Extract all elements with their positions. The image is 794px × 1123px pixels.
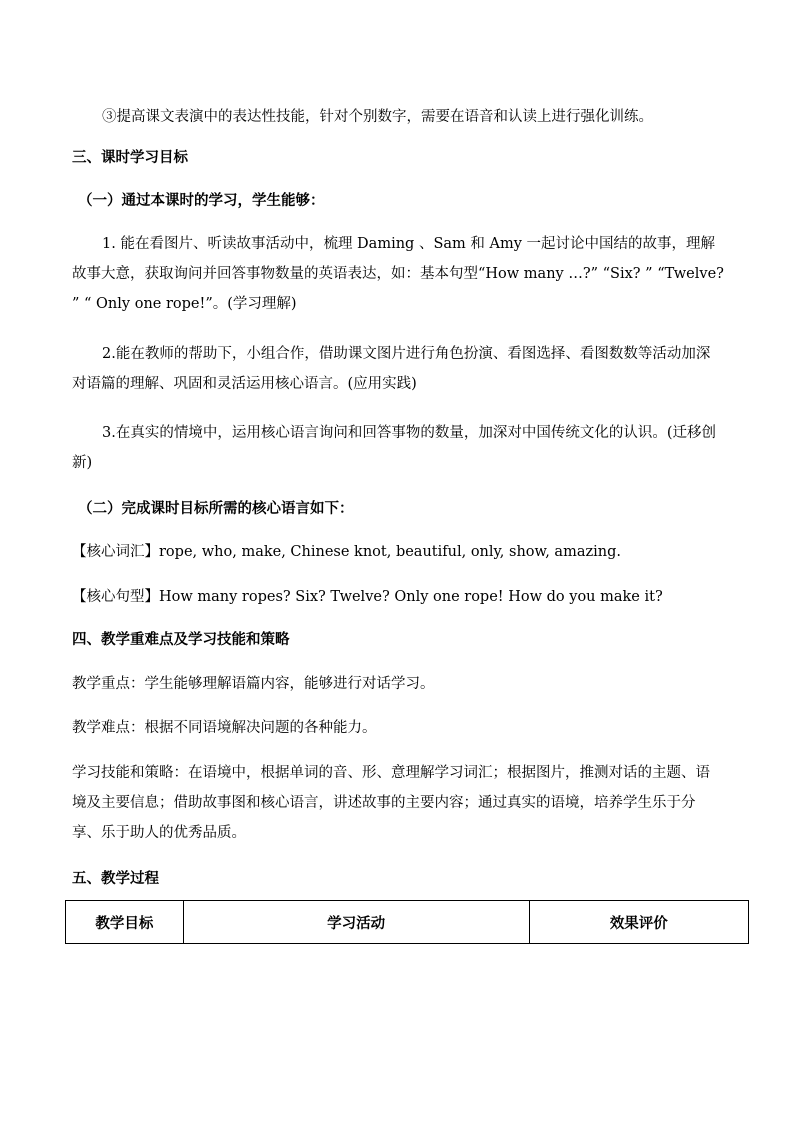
skills-strategy-paragraph: 学习技能和策略：在语境中，根据单词的音、形、意理解学习词汇；根据图片，推测对话的主题、语境及主要信息；借助故事图和核心语言，讲述故事的主要内容；通过真实的语境，培养学生乐于分享、乐于助人的优秀品质。 [72,765,710,841]
teaching-key-point: 教学重点：学生能够理解语篇内容，能够进行对话学习。 [72,676,435,692]
heading-teaching-process: 五、教学过程 [72,870,159,887]
teaching-process-table [65,900,749,944]
table-header-evaluation: 效果评价 [529,901,748,944]
subheading-core-language: （二）完成课时目标所需的核心语言如下： [78,500,354,517]
heading-learning-goals: 三、课时学习目标 [72,149,188,166]
table-header-activity: 学习活动 [183,901,529,944]
core-sentences: 【核心句型】How many ropes? Six? Twelve? Only one rope! How do you make it? [72,589,663,605]
table-header-row [66,901,749,944]
skill-line: ③提高课文表演中的表达性技能，针对个别数字，需要在语音和认读上进行强化训练。 [102,109,653,125]
teaching-difficult-point: 教学难点：根据不同语境解决问题的各种能力。 [72,720,377,736]
goal-3-paragraph: 3.在真实的情境中，运用核心语言询问和回答事物的数量，加深对中国传统文化的认识。(迁移创新) [72,425,716,471]
core-vocabulary: 【核心词汇】rope, who, make, Chinese knot, beautiful, only, show, amazing. [72,544,621,560]
goal-2-paragraph: 2.能在教师的帮助下，小组合作，借助课文图片进行角色扮演、看图选择、看图数数等活动加深对语篇的理解、巩固和灵活运用核心语言。(应用实践) [72,346,711,392]
heading-key-points: 四、教学重难点及学习技能和策略 [72,631,290,648]
goal-1-paragraph: 1. 能在看图片、听读故事活动中，梳理 Daming 、Sam 和 Amy 一起讨论中国结的故事，理解故事大意，获取询问并回答事物数量的英语表达，如：基本句型“How many …?” “Six? ” “Twelve? ” “ Only one rope!”。(学习理解) [72,236,724,312]
table-header-goal: 教学目标 [66,901,184,944]
subheading-goals: （一）通过本课时的学习，学生能够： [78,192,325,209]
